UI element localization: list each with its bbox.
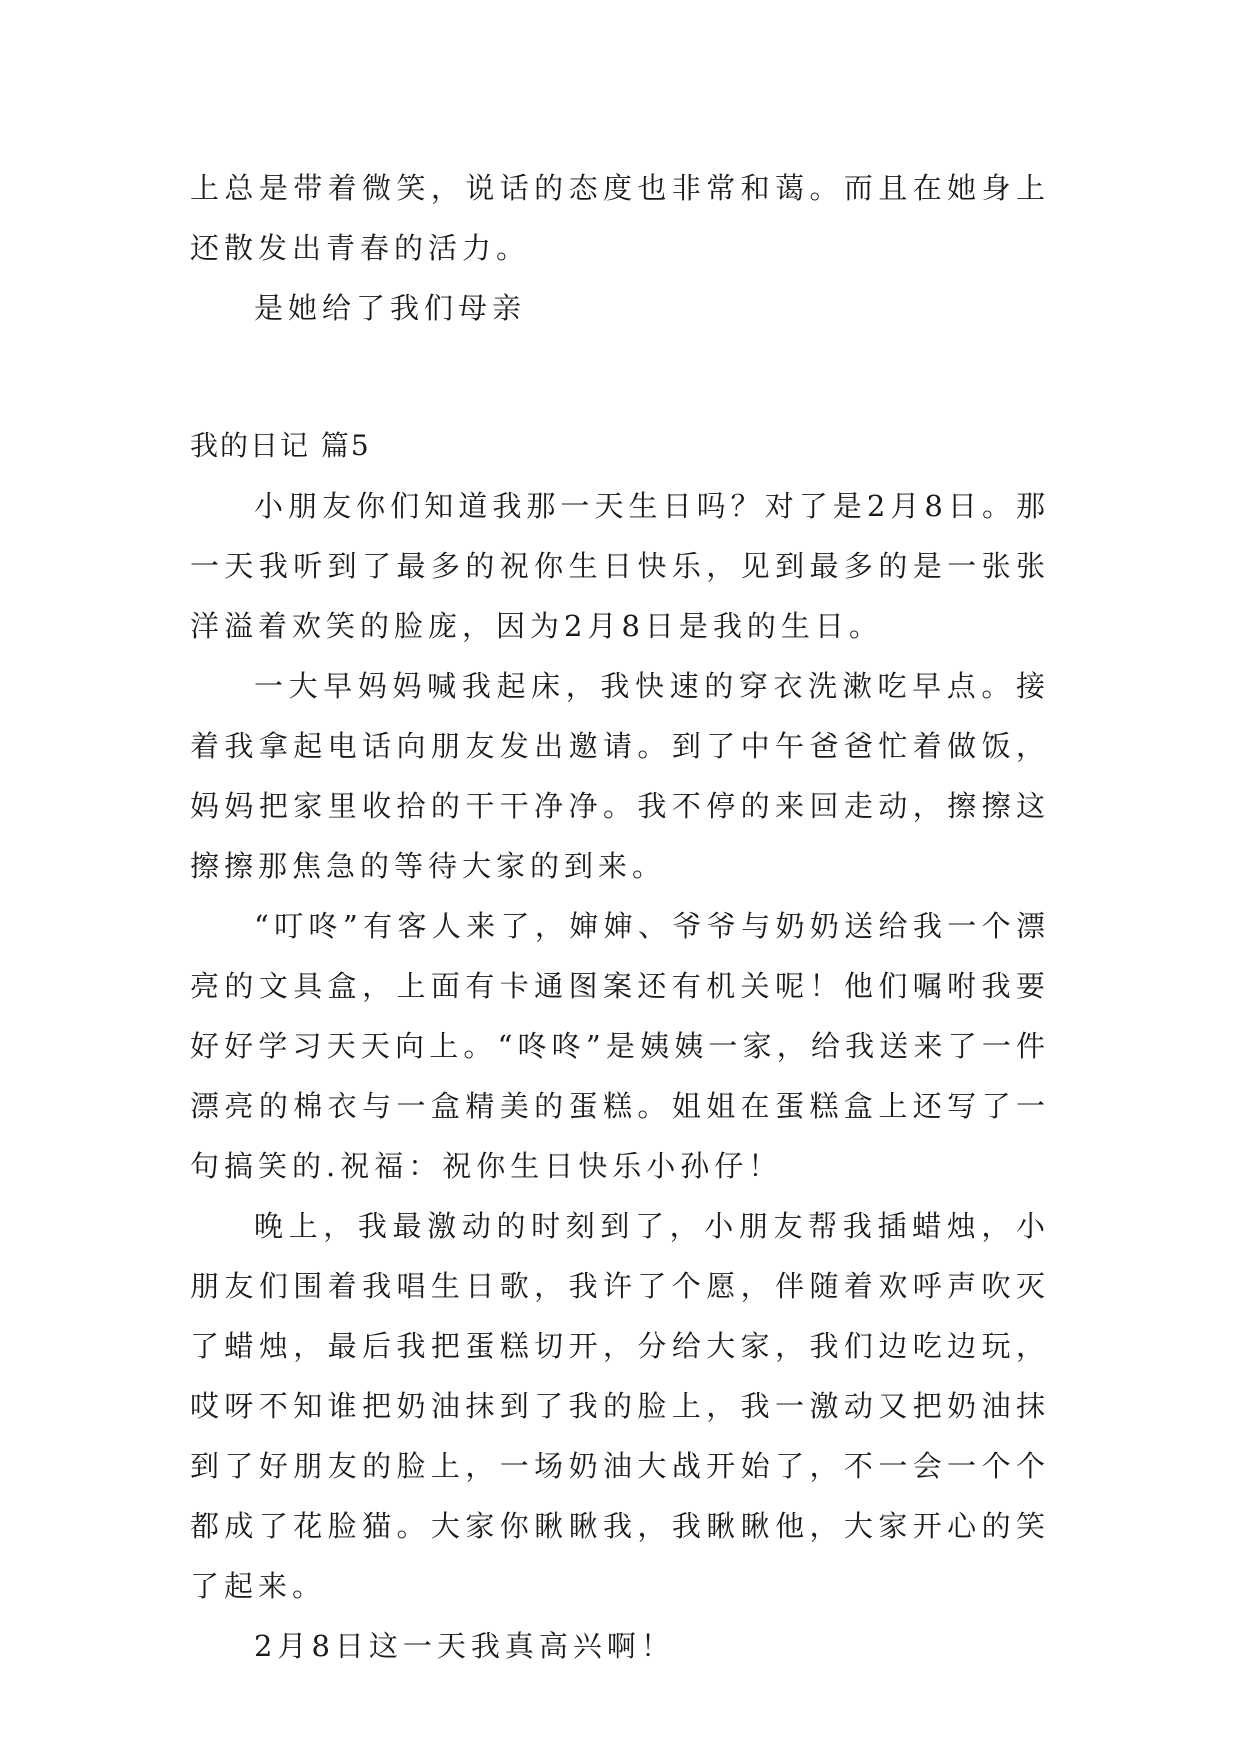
continuation-paragraph: 是她给了我们母亲 xyxy=(254,291,527,325)
body-paragraph: 小朋友你们知道我那一天生日吗？对了是2月8日。那一天我听到了最多的祝你生日快乐，见到最多的是一张张洋溢着欢笑的脸庞，因为2月8日是我的生日。 xyxy=(190,489,1050,643)
section-title: 我的日记 篇5 xyxy=(190,429,371,462)
body-paragraph: 一大早妈妈喊我起床，我快速的穿衣洗漱吃早点。接着我拿起电话向朋友发出邀请。到了中午爸爸忙着做饭，妈妈把家里收拾的干干净净。我不停的来回走动，擦擦这擦擦那焦急的等待大家的到来。 xyxy=(190,669,1050,883)
section-spacer xyxy=(190,338,1050,416)
continuation-paragraph: 上总是带着微笑，说话的态度也非常和蔼。而且在她身上还散发出青春的活力。 xyxy=(190,171,1050,265)
body-paragraph: 2月8日这一天我真高兴啊！ xyxy=(254,1629,675,1663)
document-body xyxy=(190,158,1050,1676)
body-paragraph: “叮咚”有客人来了，婶婶、爷爷与奶奶送给我一个漂亮的文具盒，上面有卡通图案还有机关呢！他们嘱咐我要好好学习天天向上。“咚咚”是姨姨一家，给我送来了一件漂亮的棉衣与一盒精美的蛋糕。姐姐在蛋糕盒上还写了一句搞笑的.祝福：祝你生日快乐小孙仔！ xyxy=(190,909,1050,1183)
body-paragraph: 晚上，我最激动的时刻到了，小朋友帮我插蜡烛，小朋友们围着我唱生日歌，我许了个愿，伴随着欢呼声吹灭了蜡烛，最后我把蛋糕切开，分给大家，我们边吃边玩，哎呀不知谁把奶油抹到了我的脸上，我一激动又把奶油抹到了好朋友的脸上，一场奶油大战开始了，不一会一个个都成了花脸猫。大家你瞅瞅我，我瞅瞅他，大家开心的笑了起来。 xyxy=(190,1209,1050,1603)
